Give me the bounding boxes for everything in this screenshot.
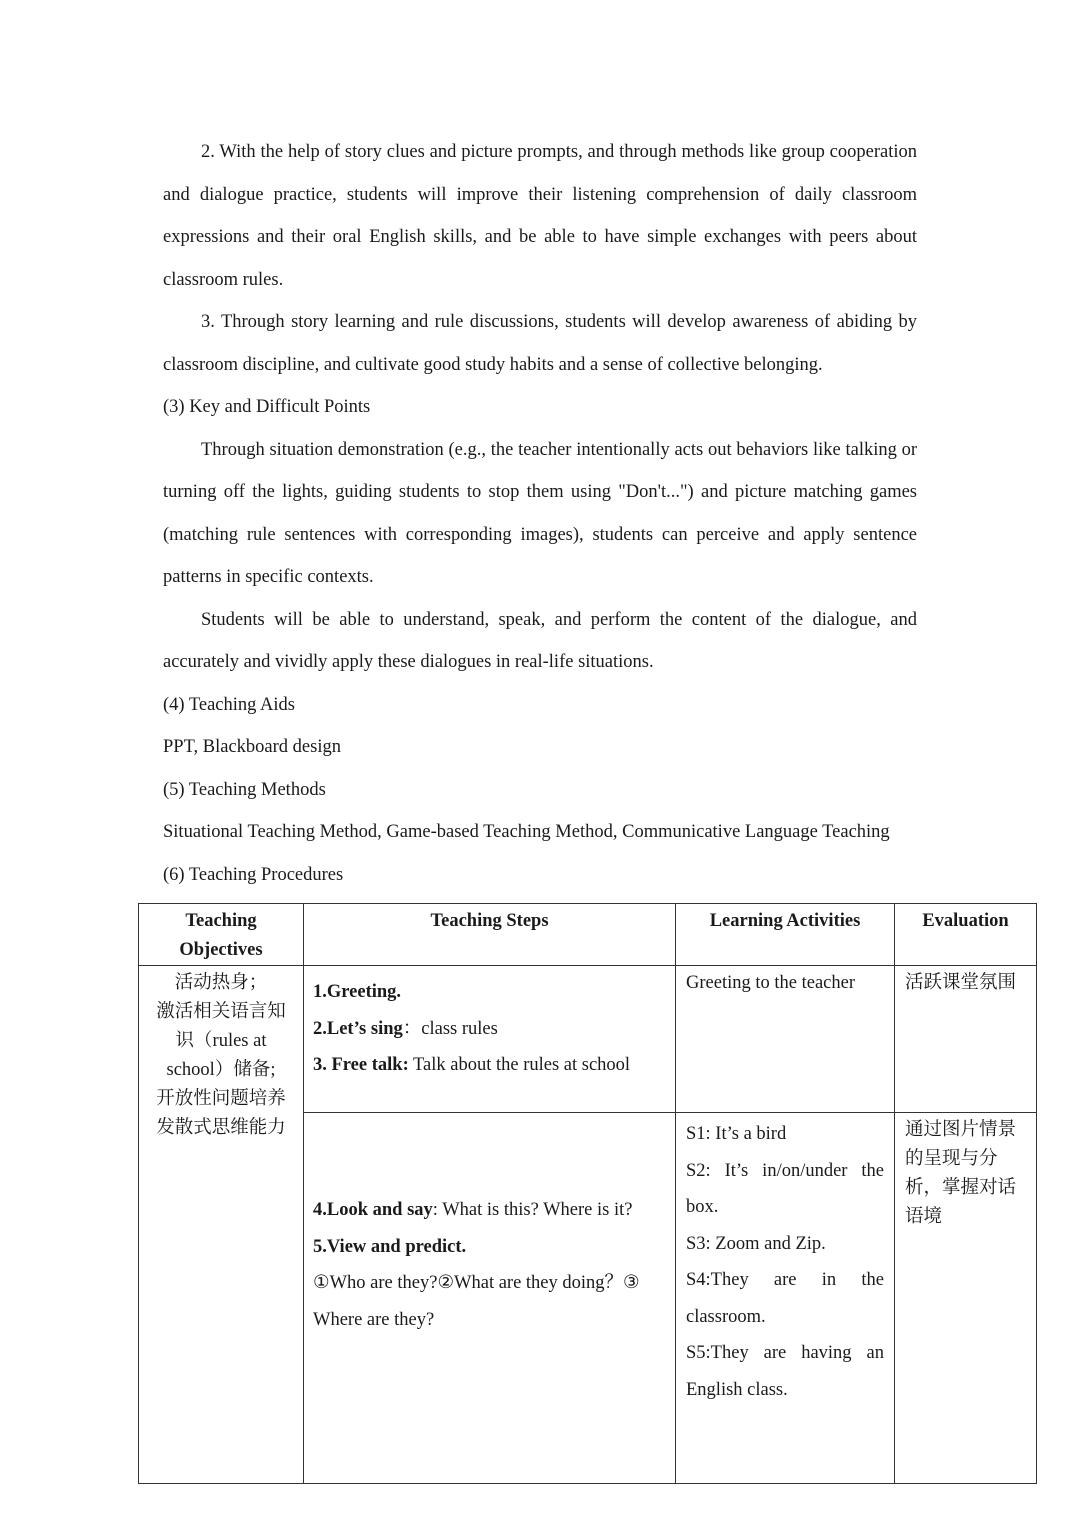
header-teaching-objectives — [139, 904, 304, 966]
objective-line: 识（rules at — [175, 1031, 267, 1051]
objectives-cell — [139, 966, 304, 1484]
step-view-and-predict-questions: Where are they? — [313, 1309, 435, 1330]
header-evaluation: Evaluation — [895, 904, 1037, 966]
activity-item: S5:They are having an English class. — [686, 1343, 884, 1400]
objective-paragraph-3: 3. Through story learning and rule discussions, students will develop awareness of abiding by classroom discipline, and cultivate good study habits and a sense of collective belonging. — [163, 312, 917, 375]
objective-line: 活动热身； — [174, 973, 268, 993]
steps-cell-presentation — [304, 1113, 676, 1484]
evaluation-line: 语境 — [905, 1207, 943, 1227]
teaching-procedures-table — [138, 903, 1037, 1484]
objective-line: 发散式思维能力 — [156, 1118, 286, 1138]
heading-key-points: (3) Key and Difficult Points — [163, 397, 371, 417]
step-free-talk-text: Talk about the rules at school — [408, 1055, 631, 1075]
step-greeting — [313, 974, 666, 1011]
evaluation-cell-warmup: 活跃课堂氛围 — [895, 966, 1037, 1113]
activity-item: S2: It’s in/on/under the box. — [686, 1160, 884, 1217]
header-objectives-line-1: Teaching — [185, 911, 257, 931]
step-sing — [313, 1011, 666, 1048]
evaluation-line: 的呈现与分 — [905, 1149, 998, 1169]
activity-item: S3: Zoom and Zip. — [686, 1233, 826, 1254]
document-body — [163, 131, 917, 896]
activities-cell-warmup: Greeting to the teacher — [676, 966, 895, 1113]
step-free-talk — [313, 1047, 666, 1084]
heading-teaching-methods: (5) Teaching Methods — [163, 779, 326, 800]
step-look-and-say-text: : What is this? Where is it? — [432, 1200, 633, 1220]
teaching-methods-text: Situational Teaching Method, Game-based Teaching Method, Communicative Language Teaching — [163, 822, 890, 842]
objective-line: 开放性问题培养 — [156, 1089, 286, 1109]
objective-line: 激活相关语言知 — [156, 1002, 286, 1022]
activity-item: S1: It’s a bird — [686, 1124, 787, 1144]
header-objectives-line-2: Objectives — [179, 940, 263, 960]
table-row — [139, 966, 1037, 1113]
step-look-and-say — [313, 1192, 666, 1229]
table-header-row — [139, 904, 1037, 966]
header-learning-activities: Learning Activities — [676, 904, 895, 966]
key-points-paragraph-1: Through situation demonstration (e.g., the teacher intentionally acts out behaviors like talking or turning off the lights, guiding students to stop them using "Don't...") and picture matching games (matching rule sentences with corresponding images), students can perceive and apply sentence patterns in specific contexts. — [163, 439, 917, 587]
step-view-and-predict: 5.View and predict. — [313, 1236, 467, 1257]
teaching-aids-text: PPT, Blackboard design — [163, 737, 341, 757]
heading-teaching-aids: (4) Teaching Aids — [163, 694, 295, 715]
evaluation-line: 通过图片情景 — [905, 1120, 1017, 1140]
heading-teaching-procedures: (6) Teaching Procedures — [163, 864, 344, 885]
step-sing-text: ：class rules — [402, 1018, 498, 1039]
objective-paragraph-2: 2. With the help of story clues and picture prompts, and through methods like group cooperation and dialogue practice, students will improve their listening comprehension of daily classroom expressions and their oral English skills, and be able to have simple exchanges with peers about classroom rules. — [163, 142, 917, 290]
steps-cell-warmup — [304, 966, 676, 1113]
header-teaching-steps: Teaching Steps — [304, 904, 676, 966]
step-greeting-label: 1.Greeting. — [313, 982, 402, 1002]
activity-item: S4:They are in the classroom. — [686, 1270, 884, 1327]
objective-line: school）储备; — [166, 1060, 276, 1080]
key-points-paragraph-2: Students will be able to understand, speak, and perform the content of the dialogue, and accurately and vividly apply these dialogues in real-life situations. — [163, 609, 917, 672]
step-free-talk-label: 3. Free talk: — [313, 1055, 409, 1075]
step-sing-label: 2.Let’s sing — [313, 1018, 403, 1039]
activities-cell-presentation — [676, 1113, 895, 1484]
step-view-and-predict-questions: ①Who are they?②What are they doing？③ — [313, 1273, 640, 1293]
step-look-and-say-label: 4.Look and say — [313, 1200, 433, 1220]
evaluation-line: 析，掌握对话 — [905, 1178, 1017, 1198]
evaluation-cell-presentation — [895, 1113, 1037, 1484]
